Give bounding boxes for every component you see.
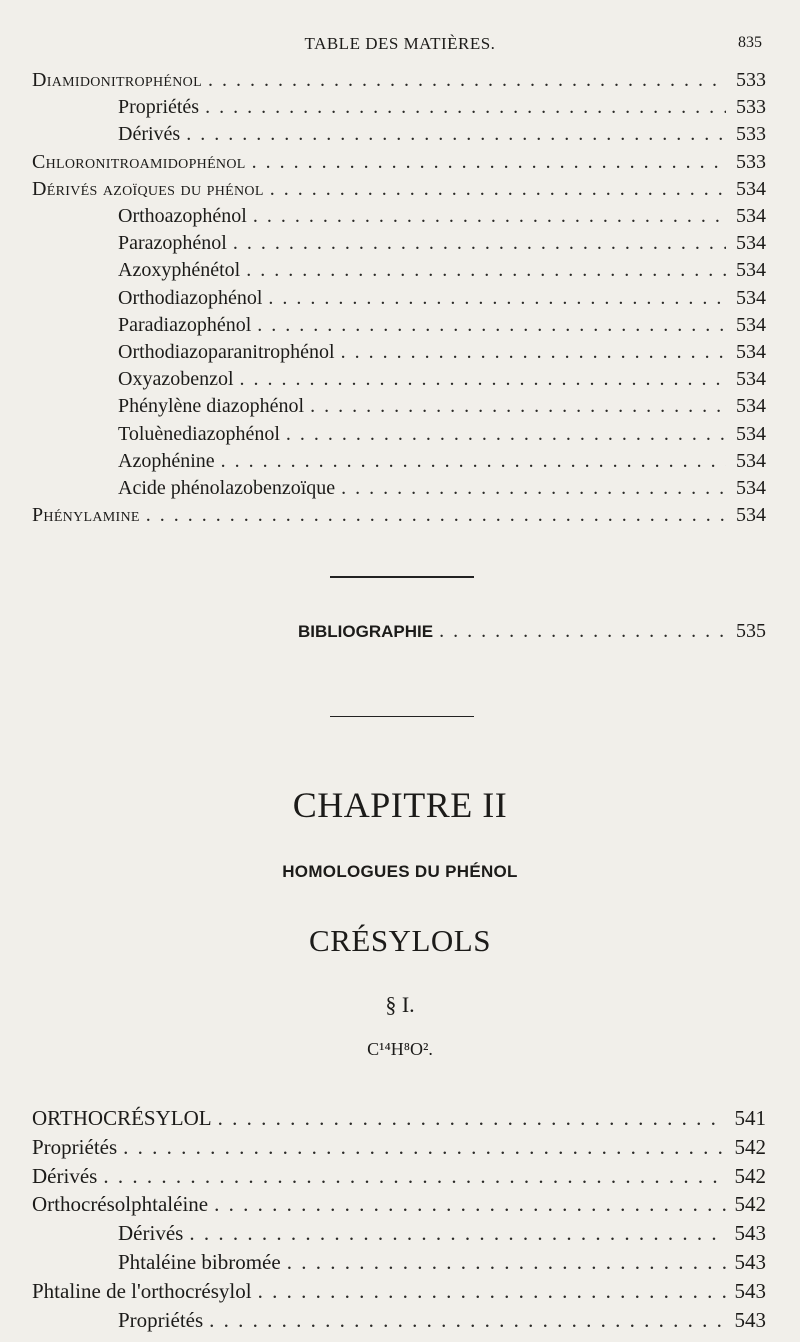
toc-entry-label: Phénylène diazophénol: [118, 395, 305, 418]
toc-entry-label: Dérivés: [118, 1221, 184, 1246]
dot-leader: [258, 1277, 726, 1305]
toc-entry-page: 534: [736, 449, 766, 472]
toc-entry-page: 533: [736, 150, 766, 173]
toc-entry: [118, 1219, 766, 1247]
toc-entry-label: Propriétés: [32, 1134, 118, 1159]
dot-leader: [246, 256, 726, 284]
dot-leader: [205, 93, 726, 121]
toc-entry-label: Propriétés: [118, 1307, 204, 1332]
toc-entry: [32, 1104, 766, 1132]
toc-entry: [118, 392, 766, 420]
dot-leader: [214, 1190, 726, 1218]
toc-entry: [118, 229, 766, 257]
dot-leader: [439, 617, 726, 645]
toc-entry-label: Dérivés: [32, 1163, 98, 1188]
dot-leader: [268, 284, 726, 312]
toc-entry-label: BIBLIOGRAPHIE: [298, 622, 434, 641]
dot-leader: [341, 474, 726, 502]
toc-entry-page: 534: [736, 205, 766, 227]
toc-entry: [32, 148, 766, 176]
toc-entry-label: Orthocrésolphtaléine: [32, 1192, 209, 1217]
toc-entry: [118, 93, 766, 121]
dot-leader: [270, 175, 726, 203]
toc-entry: [118, 365, 766, 393]
toc-entry-page: 534: [736, 177, 766, 200]
toc-entry-page: 542: [734, 1134, 766, 1159]
toc-entry-label: Phénylamine: [32, 504, 140, 527]
toc-entry-page: 534: [736, 313, 766, 336]
toc-entry-page: 542: [734, 1192, 766, 1217]
toc-entry-label: Orthodiazophénol: [118, 286, 263, 309]
toc-entry-page: 534: [736, 504, 766, 527]
toc-entry-label: Orthodiazoparanitrophénol: [118, 341, 335, 363]
chapter-subtitle: HOMOLOGUES DU PHÉNOL: [282, 862, 518, 881]
toc-entry: [32, 1162, 766, 1190]
paragraph-mark: § I.: [385, 992, 415, 1017]
toc-entry: [118, 311, 766, 339]
toc-entry-page: 543: [734, 1307, 766, 1332]
dot-leader: [286, 420, 726, 448]
toc-entry-page: 533: [736, 123, 766, 146]
toc-entry-page: 534: [736, 368, 766, 391]
toc-entry-label: Propriétés: [118, 96, 200, 119]
toc-entry-page: 534: [736, 232, 766, 255]
toc-entry-label: Dérivés azoïques du phénol: [32, 177, 264, 200]
dot-leader: [146, 501, 726, 529]
toc-entry: [118, 284, 766, 312]
toc-entry-label: ORTHOCRÉSYLOL: [32, 1106, 212, 1130]
toc-entry-page: 534: [736, 259, 766, 282]
toc-entry-page: 534: [736, 395, 766, 418]
toc-entry: [118, 1306, 766, 1334]
toc-entry-page: 533: [736, 69, 766, 91]
toc-entry: [118, 1248, 766, 1276]
chemical-formula: C¹⁴H⁸O².: [367, 1039, 433, 1059]
toc-entry-bibliography: [298, 617, 766, 645]
toc-entry-label: Azoxyphénétol: [118, 259, 241, 282]
toc-entry: [32, 1133, 766, 1161]
dot-leader: [218, 1104, 726, 1132]
dot-leader: [287, 1248, 726, 1276]
dot-leader: [310, 392, 726, 420]
toc-entry-page: 535: [736, 620, 766, 642]
divider-rule: [330, 576, 474, 578]
toc-entry-page: 543: [734, 1278, 766, 1303]
toc-entry: [32, 1277, 766, 1305]
toc-entry: [118, 120, 766, 148]
toc-entry-label: Parazophénol: [118, 232, 227, 255]
toc-entry-label: Phtaline de l'orthocrésylol: [32, 1278, 252, 1303]
toc-entry-page: 534: [736, 422, 766, 445]
dot-leader: [341, 338, 726, 366]
toc-entry: [118, 447, 766, 475]
chapter-title: CHAPITRE II: [292, 785, 508, 825]
toc-entry-label: Dérivés: [118, 123, 181, 146]
toc-entry: [32, 175, 766, 203]
header-title: TABLE DES MATIÈRES.: [304, 34, 496, 53]
toc-entry-label: Phtaléine bibromée: [118, 1250, 281, 1274]
toc-entry: [32, 1190, 766, 1218]
dot-leader: [186, 120, 726, 148]
toc-entry-page: 534: [736, 286, 766, 309]
dot-leader: [209, 1306, 726, 1334]
running-header: [0, 34, 800, 58]
toc-entry: [32, 501, 766, 529]
dot-leader: [103, 1162, 726, 1190]
dot-leader: [257, 311, 726, 339]
toc-entry-page: 543: [734, 1250, 766, 1274]
toc-entry: [118, 420, 766, 448]
divider-rule: [330, 716, 474, 717]
dot-leader: [233, 229, 726, 257]
toc-entry-page: 534: [736, 477, 766, 499]
dot-leader: [123, 1133, 726, 1161]
toc-entry-label: Acide phénolazobenzoïque: [118, 477, 336, 499]
toc-entry-label: Azophénine: [118, 449, 215, 472]
dot-leader: [208, 66, 726, 94]
section-title: CRÉSYLOLS: [309, 923, 491, 958]
toc-entry: [118, 338, 766, 366]
toc-entry-page: 542: [734, 1163, 766, 1188]
toc-entry: [118, 474, 766, 502]
toc-entry-label: Toluènediazophénol: [118, 422, 280, 445]
dot-leader: [253, 202, 726, 230]
toc-entry-label: Paradiazophénol: [118, 313, 252, 336]
dot-leader: [221, 447, 726, 475]
dot-leader: [189, 1219, 726, 1247]
toc-entry-page: 534: [736, 341, 766, 363]
dot-leader: [240, 365, 726, 393]
toc-entry-page: 541: [734, 1106, 766, 1130]
toc-entry-label: Orthoazophénol: [118, 205, 247, 227]
toc-entry-label: Chloronitroamidophénol: [32, 150, 246, 173]
toc-entry-page: 533: [736, 96, 766, 119]
dot-leader: [252, 148, 726, 176]
toc-entry: [118, 256, 766, 284]
toc-entry-page: 543: [734, 1221, 766, 1246]
toc-entry-label: Oxyazobenzol: [118, 368, 234, 391]
header-page-number: 835: [738, 34, 762, 51]
toc-entry: [118, 202, 766, 230]
toc-entry: [32, 66, 766, 94]
toc-entry-label: Diamidonitrophénol: [32, 69, 202, 91]
